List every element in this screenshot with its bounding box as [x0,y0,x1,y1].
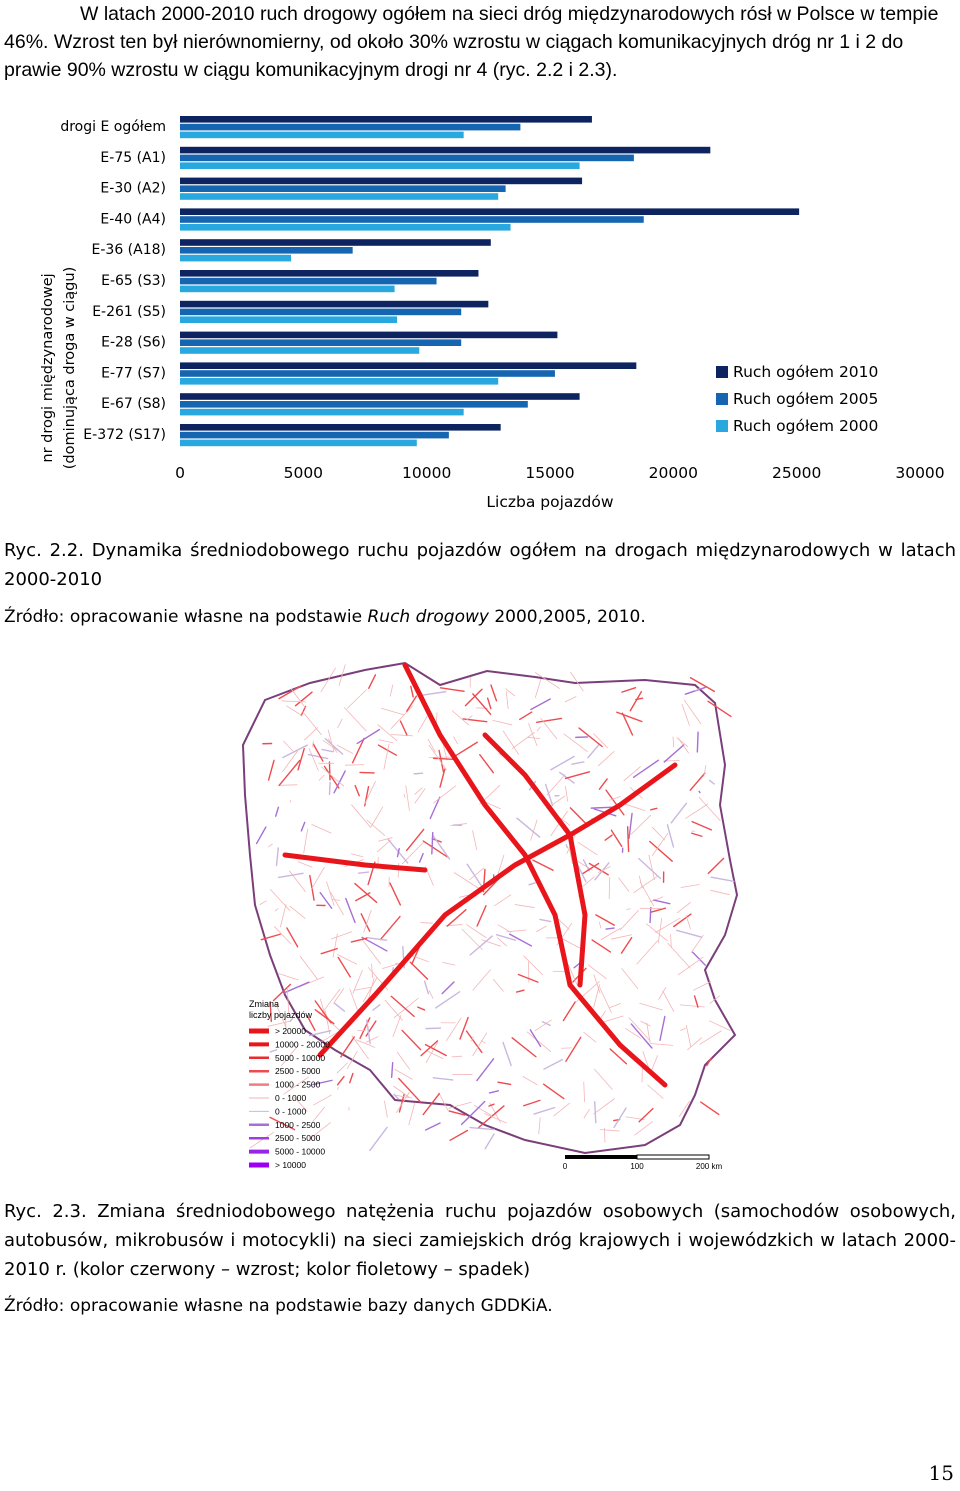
y-axis-title-line1: nr drogi międzynarodowej [40,273,56,463]
bar-2000-1 [180,162,580,169]
bar-2005-6 [180,309,461,316]
chart-legend [716,363,878,435]
bar-2010-6 [180,301,488,308]
bar-2000-9 [180,409,464,416]
bar-2010-0 [180,116,592,123]
category-label: E-67 (S8) [101,396,166,413]
map-legend-label: 5000 - 10000 [275,1052,326,1063]
x-tick-label: 30000 [895,464,945,482]
scale-label-0: 0 [562,1162,568,1171]
map-legend-label: 2500 - 5000 [275,1133,321,1144]
x-axis-ticks [175,464,945,482]
legend-swatch [716,366,728,378]
figure-source-2-3: Źródło: opracowanie własne na podstawie bazy danych GDDKiA. [4,1296,553,1316]
bar-2000-3 [180,224,511,231]
figure-source-2-2: Źródło: opracowanie własne na podstawie Ruch drogowy 2000,2005, 2010. [4,607,646,627]
bar-2010-7 [180,332,557,339]
poland-traffic-map [225,655,755,1185]
figure-caption-2-3: Ryc. 2.3. Zmiana średniodobowego natężenia ruchu pojazdów osobowych (samochodów osobowych, autobusów, mikrobusów i motocykli) na sieci zamiejskich dróg krajowych i wojewódzkich w latach 2000-2010 r. (kolor czerwony – wzrost; kolor fioletowy – spadek) [4,1201,956,1280]
map-legend-label: 0 - 1000 [275,1093,307,1103]
bar-2005-4 [180,247,353,254]
map-legend-label: 2500 - 5000 [275,1066,321,1077]
category-label: E-30 (A2) [100,180,166,197]
chart-bars [180,116,799,446]
category-label: drogi E ogółem [60,119,166,135]
bar-2000-7 [180,347,419,354]
bar-2000-2 [180,193,498,200]
map-legend-label: > 20000 [275,1026,306,1036]
bar-2000-8 [180,378,498,385]
page-number: 15 [928,1461,954,1485]
bar-2005-8 [180,370,555,377]
bar-2005-10 [180,432,449,439]
category-label: E-75 (A1) [100,149,166,166]
map-legend-label: 1000 - 2500 [275,1079,321,1090]
x-tick-label: 25000 [772,464,822,482]
x-tick-label: 20000 [648,464,698,482]
y-axis-title-line2: (dominująca droga w ciągu) [62,266,78,470]
figure-caption-2-2: Ryc. 2.2. Dynamika średniodobowego ruchu pojazdów ogółem na drogach międzynarodowych w latach 2000-2010 [4,540,956,590]
bar-2000-4 [180,255,291,262]
bar-2010-2 [180,178,582,185]
bar-2010-4 [180,239,491,246]
map-legend-title: Zmiana [249,999,280,1009]
bar-2010-3 [180,208,799,215]
x-tick-label: 10000 [402,464,452,482]
bar-2010-1 [180,147,710,154]
bar-2010-8 [180,362,636,369]
x-axis-title: Liczba pojazdów [486,493,614,511]
bar-2005-7 [180,339,461,346]
bar-2005-3 [180,216,644,223]
category-label: E-40 (A4) [100,211,166,228]
x-tick-label: 15000 [525,464,575,482]
map-legend-label: 10000 - 20000 [275,1039,330,1050]
map-scale-bar [563,1155,723,1171]
bar-2010-10 [180,424,501,431]
legend-swatch [716,420,728,432]
bar-2000-6 [180,316,397,323]
scale-label-100: 100 [630,1162,644,1171]
x-tick-label: 5000 [283,464,324,482]
map-legend-title-2: liczby pojazdów [249,1010,313,1020]
map-legend-label: 0 - 1000 [275,1106,307,1117]
category-label: E-261 (S5) [92,303,166,320]
x-tick-label: 0 [175,464,185,482]
category-label: E-65 (S3) [101,273,166,289]
legend-label: Ruch ogółem 2010 [733,363,879,381]
bar-2005-5 [180,278,437,285]
category-label: E-77 (S7) [101,365,166,382]
category-label: E-372 (S17) [83,427,166,443]
category-label: E-36 (A18) [91,242,166,259]
bar-2000-5 [180,286,395,293]
bar-2005-2 [180,185,506,192]
map-legend-label: > 10000 [275,1160,306,1170]
bar-2005-0 [180,124,520,131]
traffic-bar-chart [0,100,960,520]
bar-2005-1 [180,155,634,162]
category-label: E-28 (S6) [101,334,166,351]
legend-label: Ruch ogółem 2000 [733,417,879,435]
map-legend-label: 1000 - 2500 [275,1119,321,1130]
bar-2010-9 [180,393,580,400]
bar-2000-0 [180,132,464,139]
legend-swatch [716,393,728,405]
map-legend-label: 5000 - 10000 [275,1146,326,1157]
legend-label: Ruch ogółem 2005 [733,390,879,408]
intro-paragraph: W latach 2000-2010 ruch drogowy ogółem na sieci dróg międzynarodowych rósł w Polsce w tempie 46%. Wzrost ten był nierównomierny, od około 30% wzrostu w ciągach komunikacyjnych dróg nr 1 i 2 do prawie 90% wzrostu w ciągu komunikacyjnym drogi nr 4 (ryc. 2.2 i 2.3). [4,3,939,81]
bar-2005-9 [180,401,528,408]
bar-2000-10 [180,440,417,447]
scale-label-200: 200 km [695,1162,723,1171]
bar-2010-5 [180,270,478,277]
